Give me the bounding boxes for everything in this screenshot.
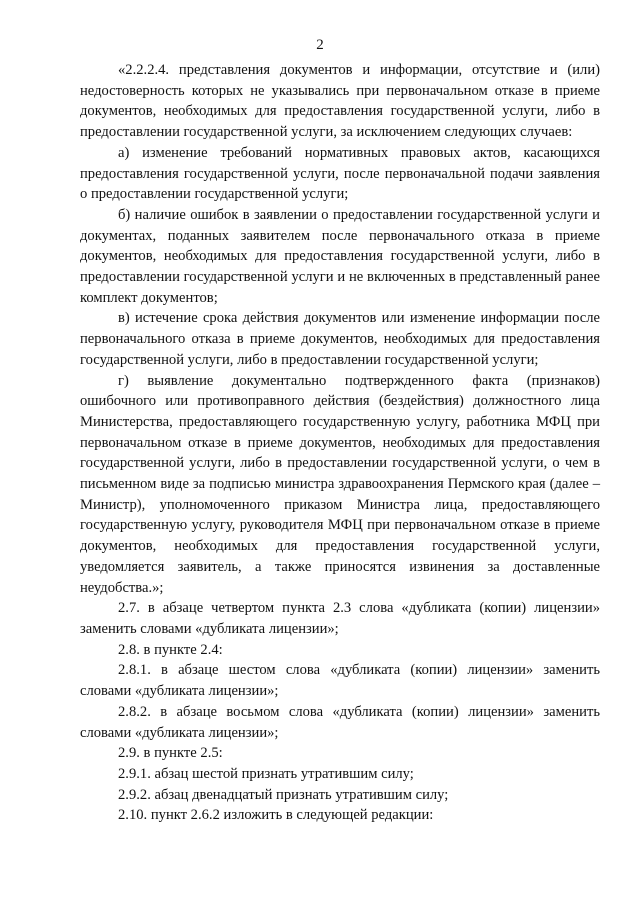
- paragraph-item-g: г) выявление документально подтвержденного факта (признаков) ошибочного или противоправного действия (бездействия) должностного лица Министерства, предоставляющего государственную услугу, работника МФЦ при первоначальном отказе в приеме документов, необходимых для предоставления государственной услуги, либо в предоставлении государственной услуги, о чем в письменном виде за подписью министра здравоохранения Пермского края (далее – Министр), уполномоченного приказом Министра лица, предоставляющего государственную услугу, руководителя МФЦ при первоначальном отказе в приеме документов, необходимых для предоставления государственной услуги, уведомляется заявитель, а также приносятся извинения за доставленные неудобства.»;: [80, 372, 600, 596]
- paragraph-2-8: 2.8. в пункте 2.4:: [118, 641, 223, 658]
- paragraph-2-9-2: 2.9.2. абзац двенадцатый признать утратившим силу;: [118, 786, 449, 803]
- paragraph-2-7: 2.7. в абзаце четвертом пункта 2.3 слова «дубликата (копии) лицензии» заменить словами «дубликата лицензии»;: [80, 600, 600, 637]
- document-body: [80, 60, 600, 826]
- paragraph-2-8-1: 2.8.1. в абзаце шестом слова «дубликата (копии) лицензии» заменить словами «дубликата лицензии»;: [80, 662, 600, 700]
- paragraph-2-2-2-4: «2.2.2.4. представления документов и информации, отсутствие и (или) недостоверность которых не указывались при первоначальном отказе в приеме документов, необходимых для предоставления государственной услуги, либо в предоставлении государственной услуги, за исключением следующих случаев:: [80, 62, 600, 141]
- paragraph-item-a: а) изменение требований нормативных правовых актов, касающихся предоставления государственной услуги, после первоначальной подачи заявления о предоставлении государственной услуги;: [80, 144, 600, 203]
- paragraph-2-10: 2.10. пункт 2.6.2 изложить в следующей редакции:: [118, 807, 434, 824]
- page-number: 2: [316, 37, 324, 53]
- paragraph-item-b: б) наличие ошибок в заявлении о предоставлении государственной услуги и документах, поданных заявителем после первоначального отказа в приеме документов, необходимых для предоставления государственной услуги, либо в предоставлении государственной услуги и не включенных в представленный ранее комплект документов;: [80, 206, 600, 306]
- paragraph-item-v: в) истечение срока действия документов или изменение информации после первоначального отказа в приеме документов, необходимых для предоставления государственной услуги, либо в предоставлении государственной услуги;: [80, 310, 600, 368]
- paragraph-2-8-2: 2.8.2. в абзаце восьмом слова «дубликата (копии) лицензии» заменить словами «дубликата лицензии»;: [80, 703, 600, 741]
- paragraph-2-9-1: 2.9.1. абзац шестой признать утратившим силу;: [118, 765, 414, 782]
- paragraph-2-9: 2.9. в пункте 2.5:: [118, 745, 223, 762]
